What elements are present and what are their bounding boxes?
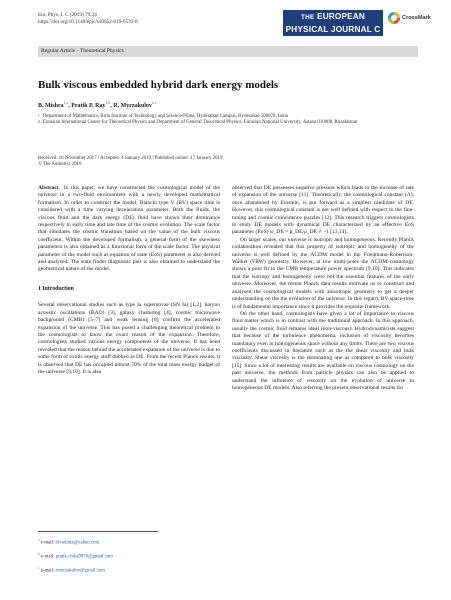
affiliations bbox=[38, 114, 418, 127]
author-marker: 1,a bbox=[63, 101, 69, 105]
journal-logo-prefix: THE bbox=[300, 14, 315, 21]
section-heading: 1 Introduction bbox=[38, 285, 74, 292]
affiliation: 2 Eurasian International Center for Theoretical Physics and Department of General Theoretical Physics, Eurasian National University, Astana 010008, Kazakhstan bbox=[38, 120, 358, 126]
affiliation: 1 Department of Mathematics, Birla Institute of Technology and Science-Pilani, Hyderabad Campus, Hyderabad 500078, India bbox=[38, 114, 288, 119]
date-history: Received: 16 November 2017 / Accepted: 4 January 2019 / Published online: 17 January 2019 bbox=[38, 156, 223, 161]
journal-logo-line2: PHYSICAL JOURNAL C bbox=[285, 25, 381, 34]
doi-link[interactable]: https://doi.org/10.1140/epjc/s10052-019-6533-8 bbox=[38, 19, 138, 25]
author-name: Pratik P. Ray bbox=[71, 103, 106, 109]
crossmark-icon bbox=[388, 12, 400, 24]
email-link[interactable]: bivudutta@yahoo.com bbox=[55, 540, 100, 546]
footnote: $^b$ e-mail: pratik.chika9876@gmail.com bbox=[38, 552, 113, 560]
author-name: R. Myrzakulov bbox=[113, 103, 152, 109]
copyright: © The Author(s) 2019 bbox=[38, 162, 82, 168]
article-type-banner: Regular Article - Theoretical Physics bbox=[38, 46, 418, 57]
journal-logo-line1: EUROPEAN bbox=[317, 12, 366, 21]
journal-citation: Eur. Phys. J. C (2019) 79:34 bbox=[38, 12, 97, 18]
abstract-label: Abstract bbox=[38, 185, 59, 191]
body-paragraph: observed that DE possesses negative pressure which leads to the increase of rate of expansion of the universe [11]. Theoretically, the cosmological constant (Λ), once abandoned by Einstein, is put forward as a simplest candidate of DE. However, this cosmological constant is not well defined with respect to the fine-tuning and cosmic coincidence puzzles [12]. This research triggers cosmologists to study DE models with dynamical DE characterized by an effective EoS parameter (EoS) ω_DE = p_DE/ρ_DE ≠ −1 [13,14]. bbox=[232, 185, 414, 236]
author-name: B. Mishra bbox=[38, 103, 64, 109]
footnote: $^c$ e-mail: rmyrzakulov@gmail.com bbox=[38, 566, 105, 574]
journal-meta bbox=[38, 12, 138, 26]
email-link[interactable]: rmyrzakulov@gmail.com bbox=[55, 568, 105, 574]
footnotes bbox=[38, 531, 158, 578]
right-column bbox=[232, 185, 414, 392]
abstract-text: In this paper, we have constructed the cosmological model of the universe in a two-fluid environment with a newly developed mathematical formalism. In order to construct the model, Bianchi type V (BV) space time is considered with a time varying deceleration parameter. Both the fluids, the viscous fluid and the dark energy (DE) fluid have shown their dominance respectively in early time and late time of the cosmic evolution. The scale factor that simulates the cosmic transition based on the value of the bulk viscous coefficient. Within the developed formalism, a general form of the skewness parameters is also obtained as a functional form of the scale factor. The physical parameter of the model such as equation of state (EoS) parameter is also derived and analysed. The state finder diagnostic pair is also obtained to understand the geometrical nature of the model. bbox=[38, 185, 220, 273]
author-marker: 2,c bbox=[151, 101, 157, 105]
body-paragraph: On the other hand, cosmologists have given a lot of importance to viscous fluid matter which is in contrast with the traditional approach. In this approach, usually the cosmic fluid remains ideal (non-viscous). Hydrodynamicists suggest that because of the turbulence phenomena, inclusion of viscosity becomes mandatory even in homogeneous space without any limits. There are two viscous coefficients discussed in literature such as the the shear viscosity and bulk viscosity. Shear viscosity is the dominating one as compared to bulk viscosity [15]. Since a lot of interesting results are available on viscous cosmology on the past universe, the methods from particle physics can also be applied to understand the influence of viscosity on the evolution of universe in homogeneous DE models. Also referring the present observational results for bbox=[232, 310, 414, 391]
footnote: $^a$ e-mail: bivudutta@yahoo.com bbox=[38, 538, 100, 546]
left-column bbox=[38, 185, 220, 376]
journal-logo bbox=[283, 10, 383, 36]
author-list: B. Mishra$^{1,a}$, Pratik P. Ray$^{1,b}$, R. Myrzakulov$^{2,c}$ bbox=[38, 101, 157, 109]
paper-title: Bulk viscous embedded hybrid dark energy models bbox=[38, 79, 279, 91]
crossmark-badge[interactable] bbox=[388, 12, 431, 24]
author-marker: 1,b bbox=[105, 101, 111, 105]
body-paragraph: Several observational studies such as type Ia supernovae (SN Ia) [1,2], baryon acoustic oscillations (BAO) [3], galaxy clustering [4], cosmic microwave background (CMB) [5–7] and weak lensing [8] confirm the accelerated expansion of the universe. This has posed a challenging theoretical problem to the cosmologists to know the exact reason of the expansion. Therefore, cosmologists studied various energy components of the universe. It has been revealed that the reason behind the accelerated expansion of the universe is due to some form of exotic energy stuff dubbed as DE. From the recent Planck results, it is observed that DE has occupied almost 70% of the total mass energy budget of the universe [9,10]. It is also bbox=[38, 302, 220, 375]
crossmark-label: CrossMark bbox=[402, 15, 431, 21]
publication-dates bbox=[38, 156, 222, 169]
abstract bbox=[38, 185, 220, 274]
body-paragraph: On larger scales, our universe is isotropic and homogeneous. Recently Planck collaboration revealed that this property of isotropic and homogeneity of the universe is well defined by the ΛCDM model in the Friedmann-Robertson-Walker (FRW) geometry. However, at low multi-poles the ΛCDM cosmology shows a poor fit to the CMB temperature power spectrum [9,10]. This indicates that the isotropy and homogeneity were not the essential features of the early universe. Moreover, the recent Planck data results motivate us to construct and analysed the cosmological models with anisotropic geometry to get a deeper understanding on the the evolution of the universe. In this regard, BV space-time is of fundamental importance since it provides the requisite framework. bbox=[232, 236, 414, 310]
email-link[interactable]: pratik.chika9876@gmail.com bbox=[55, 554, 113, 560]
